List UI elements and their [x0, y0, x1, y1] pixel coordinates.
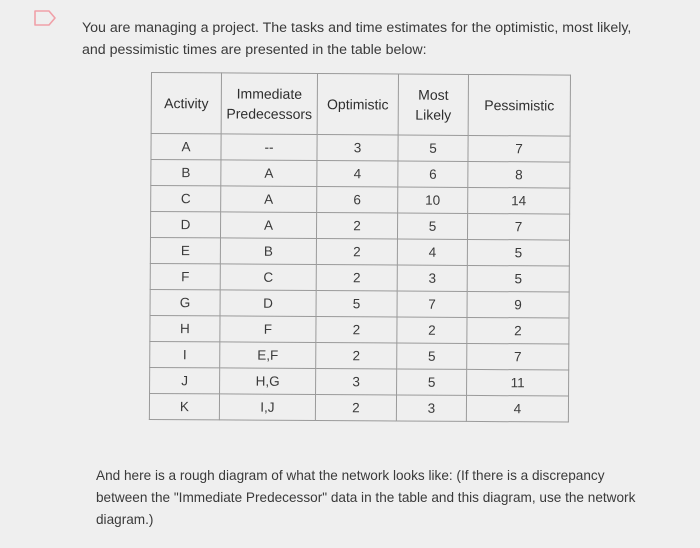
cell-pessimistic: 9	[467, 291, 569, 318]
cell-activity: F	[150, 263, 220, 289]
table-row	[151, 186, 570, 215]
cell-most-likely: 5	[397, 343, 467, 369]
cell-activity: K	[149, 393, 219, 419]
cell-pessimistic: 7	[467, 343, 569, 370]
cell-predecessors: D	[220, 290, 316, 317]
cell-optimistic: 4	[317, 161, 398, 187]
cell-optimistic: 2	[316, 317, 397, 343]
header-optimistic: Optimistic	[317, 74, 398, 135]
table-row	[150, 289, 569, 318]
cell-activity: B	[151, 160, 221, 186]
table-header-row	[151, 73, 570, 137]
cell-most-likely: 5	[397, 213, 467, 239]
cell-activity: H	[150, 315, 220, 341]
cell-activity: A	[151, 134, 221, 160]
pencil-tag-icon[interactable]	[33, 9, 57, 27]
cell-most-likely: 5	[397, 369, 467, 395]
header-most-likely-line2: Likely	[415, 106, 452, 123]
cell-predecessors: C	[220, 264, 316, 291]
cell-activity: J	[150, 367, 220, 393]
table-row	[150, 263, 569, 292]
header-predecessors	[221, 73, 317, 135]
cell-predecessors: A	[220, 212, 316, 239]
cell-predecessors: E,F	[220, 342, 316, 369]
cell-optimistic: 2	[316, 343, 397, 369]
header-most-likely-line1: Most	[418, 86, 449, 103]
cell-activity: E	[150, 237, 220, 263]
cell-most-likely: 3	[397, 265, 467, 291]
cell-activity: D	[150, 212, 220, 238]
table-row	[151, 134, 570, 163]
table-row	[150, 212, 569, 241]
cell-pessimistic: 11	[467, 369, 569, 396]
cell-pessimistic: 4	[466, 395, 568, 422]
header-predecessors-line1: Immediate	[236, 85, 303, 102]
table-row	[150, 367, 569, 396]
footer-paragraph: And here is a rough diagram of what the network looks like: (If there is a discrepancy between the "Immediate Predecessor" data in the table and this diagram, use the network diagram.)	[96, 468, 636, 527]
cell-most-likely: 6	[398, 161, 468, 187]
cell-pessimistic: 8	[468, 161, 570, 188]
cell-most-likely: 7	[397, 291, 467, 317]
cell-predecessors: --	[221, 134, 317, 161]
intro-paragraph: You are managing a project. The tasks and time estimates for the optimistic, most likely, and pessimistic times are presented in the table below:	[82, 20, 632, 58]
table-row	[149, 393, 568, 422]
cell-pessimistic: 5	[467, 239, 569, 266]
header-pessimistic: Pessimistic	[468, 74, 570, 136]
cell-most-likely: 10	[398, 187, 468, 213]
cell-pessimistic: 2	[467, 317, 569, 344]
cell-optimistic: 2	[316, 265, 397, 291]
cell-most-likely: 4	[397, 239, 467, 265]
cell-pessimistic: 7	[468, 135, 570, 162]
cell-optimistic: 2	[316, 239, 397, 265]
cell-optimistic: 3	[317, 135, 398, 161]
cell-predecessors: I,J	[219, 394, 315, 421]
cell-pessimistic: 5	[467, 265, 569, 292]
cell-predecessors: H,G	[220, 368, 316, 395]
cell-optimistic: 2	[315, 395, 396, 421]
cell-activity: C	[151, 186, 221, 212]
cell-optimistic: 6	[317, 187, 398, 213]
table-row	[150, 237, 569, 266]
cell-pessimistic: 14	[468, 187, 570, 214]
cell-optimistic: 3	[316, 369, 397, 395]
cell-predecessors: B	[220, 238, 316, 265]
cell-predecessors: A	[221, 186, 317, 213]
cell-optimistic: 2	[316, 213, 397, 239]
cell-pessimistic: 7	[467, 213, 569, 240]
cell-predecessors: F	[220, 316, 316, 343]
cell-optimistic: 5	[316, 291, 397, 317]
cell-most-likely: 2	[397, 317, 467, 343]
table-row	[151, 160, 570, 189]
cell-activity: G	[150, 289, 220, 315]
header-activity: Activity	[151, 73, 221, 134]
cell-most-likely: 5	[398, 135, 468, 161]
header-most-likely	[398, 74, 468, 135]
cell-most-likely: 3	[396, 395, 466, 421]
header-predecessors-line2: Predecessors	[226, 105, 313, 122]
cell-predecessors: A	[221, 160, 317, 187]
table-row	[150, 315, 569, 344]
table-row	[150, 341, 569, 370]
cell-activity: I	[150, 341, 220, 367]
activity-table	[149, 72, 571, 423]
